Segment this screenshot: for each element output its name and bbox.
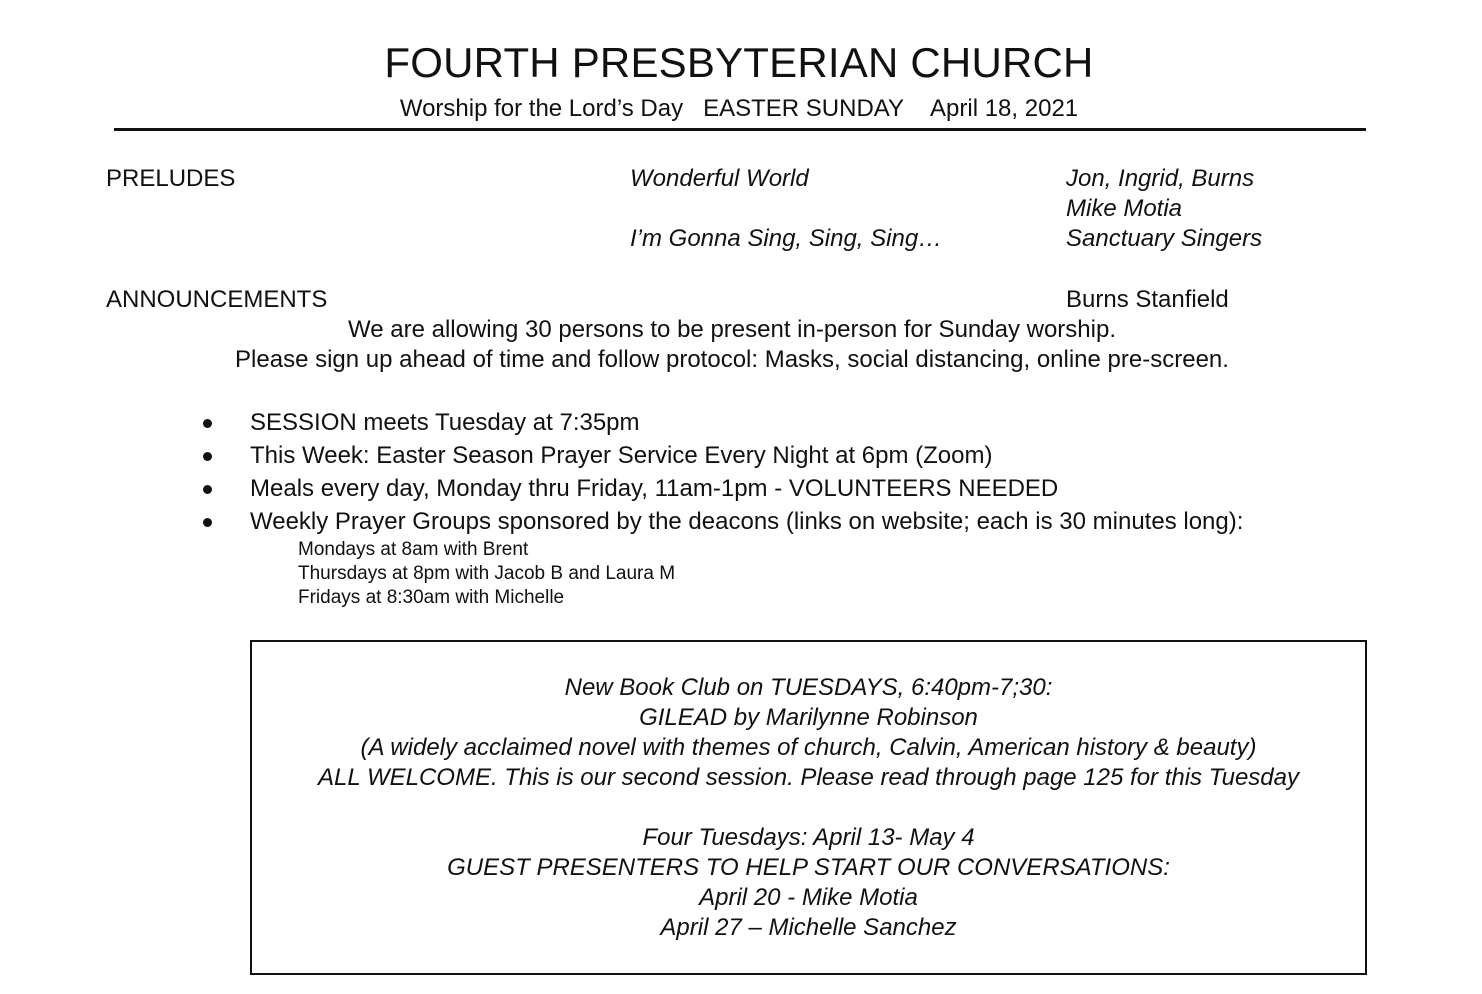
list-item — [200, 472, 1400, 505]
book-club-schedule: Four Tuesdays: April 13- May 4 — [642, 824, 975, 851]
prelude-performer: Sanctuary Singers — [1066, 225, 1263, 252]
service-date: April 18, 2021 — [930, 95, 1079, 122]
book-description: (A widely acclaimed novel with themes of church, Calvin, American history & beauty) — [360, 734, 1257, 761]
book-title: GILEAD by Marilynne Robinson — [639, 704, 978, 731]
book-club-box — [250, 640, 1367, 975]
occasion: EASTER SUNDAY — [703, 95, 905, 122]
prayer-group-item: Thursdays at 8pm with Jacob B and Laura M — [298, 563, 676, 584]
list-item-text: Meals every day, Monday thru Friday, 11am-1pm - VOLUNTEERS NEEDED — [250, 475, 1059, 502]
prayer-group-item: Mondays at 8am with Brent — [298, 539, 529, 560]
church-name: FOURTH PRESBYTERIAN CHURCH — [384, 39, 1094, 86]
prelude-performer: Mike Motia — [1066, 195, 1183, 222]
list-item — [200, 505, 1400, 538]
bullet-icon — [203, 419, 212, 428]
announcements-label: ANNOUNCEMENTS — [106, 286, 328, 313]
notice-line: Please sign up ahead of time and follow protocol: Masks, social distancing, online pre-screen. — [235, 346, 1229, 373]
list-item-text: This Week: Easter Season Prayer Service Every Night at 6pm (Zoom) — [250, 442, 993, 469]
header-divider — [114, 128, 1366, 131]
list-item-text: Weekly Prayer Groups sponsored by the deacons (links on website; each is 30 minutes long): — [250, 508, 1244, 535]
list-item — [200, 439, 1400, 472]
presenters-heading: GUEST PRESENTERS TO HELP START OUR CONVERSATIONS: — [447, 854, 1170, 881]
preludes-label: PRELUDES — [106, 165, 236, 192]
service-subtitle — [0, 93, 1478, 125]
presenter-item: April 27 – Michelle Sanchez — [660, 914, 957, 941]
prelude-title: I’m Gonna Sing, Sing, Sing… — [630, 225, 943, 252]
book-club-welcome: ALL WELCOME. This is our second session. Please read through page 125 for this Tuesday — [318, 764, 1299, 791]
notice-line: We are allowing 30 persons to be present in-person for Sunday worship. — [348, 316, 1116, 343]
prayer-group-item: Fridays at 8:30am with Michelle — [298, 587, 565, 608]
prelude-title: Wonderful World — [630, 165, 809, 192]
presenter-item: April 20 - Mike Motia — [699, 884, 918, 911]
bullet-icon — [203, 485, 212, 494]
announcements-leader: Burns Stanfield — [1066, 286, 1229, 313]
prelude-performer: Jon, Ingrid, Burns — [1066, 165, 1255, 192]
bullet-icon — [203, 452, 212, 461]
bullet-icon — [203, 518, 212, 527]
book-club-heading: New Book Club on TUESDAYS, 6:40pm-7;30: — [564, 674, 1053, 701]
prayer-group-list — [298, 538, 675, 610]
list-item-text: SESSION meets Tuesday at 7:35pm — [250, 409, 640, 436]
announcement-list — [200, 406, 1400, 538]
list-item — [200, 406, 1400, 439]
worship-label: Worship for the Lord’s Day — [399, 95, 684, 122]
